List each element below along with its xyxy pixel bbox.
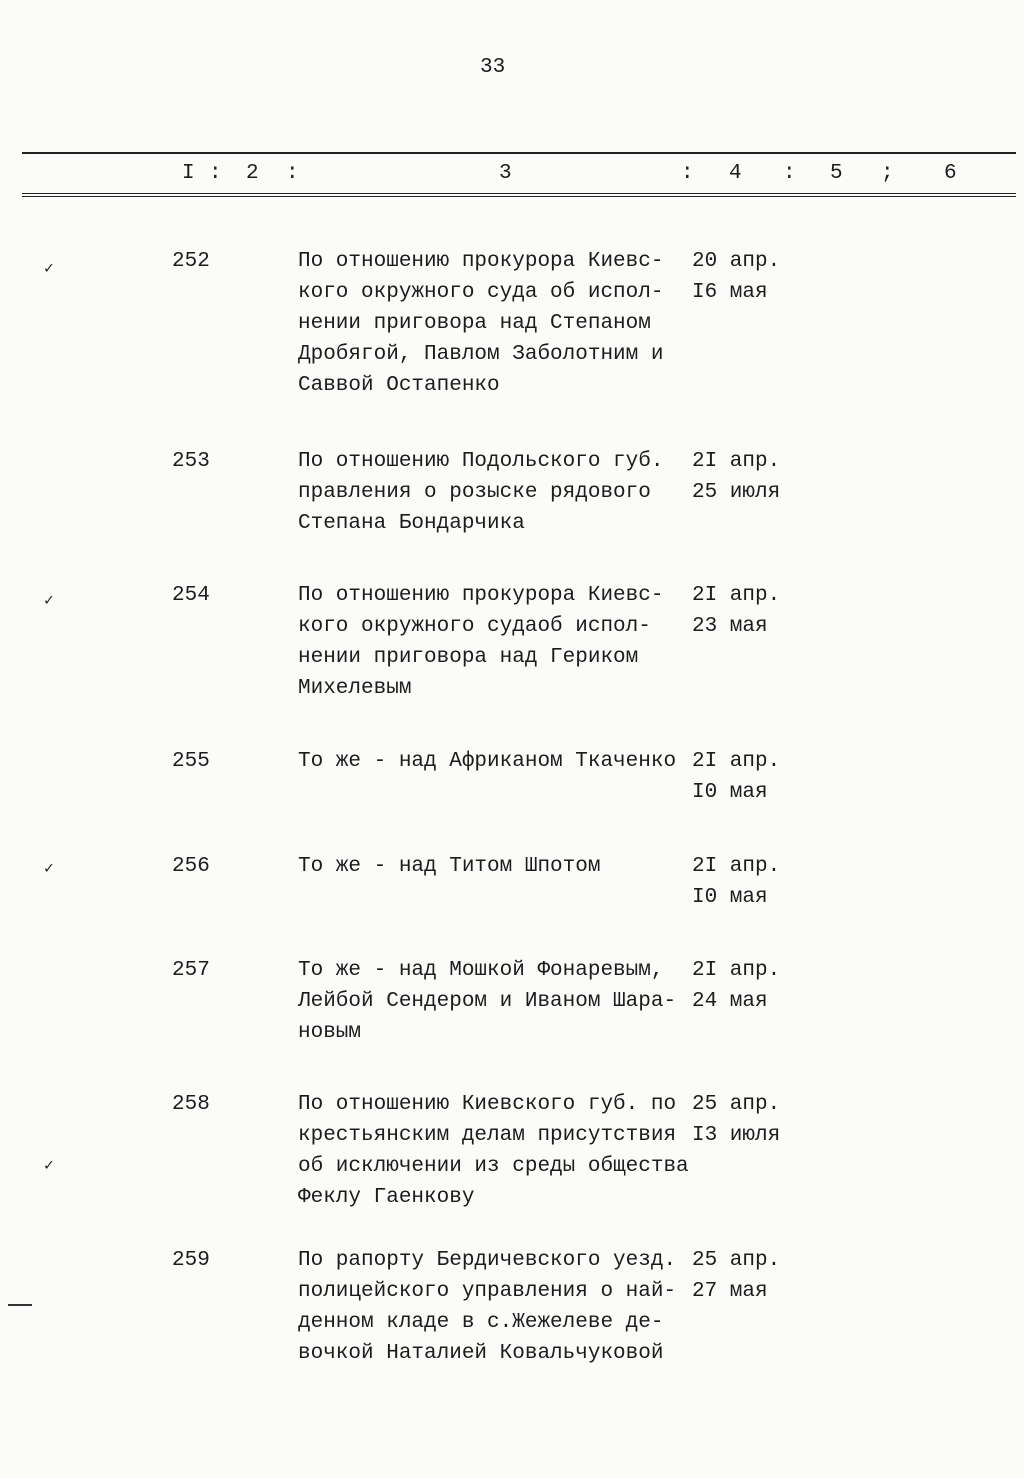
entry-number: 255: [172, 750, 210, 773]
start-date: 2I апр.: [692, 855, 781, 878]
header-top-rule: [22, 152, 1016, 154]
start-date: 20 апр.: [692, 250, 781, 273]
entry-dates: [692, 246, 780, 308]
margin-mark-icon: ✓: [44, 260, 54, 278]
description-line: То же - над Африканом Ткаченко: [298, 750, 677, 773]
end-date: I0 мая: [692, 886, 768, 909]
entry-number: 252: [172, 250, 210, 273]
start-date: 2I апр.: [692, 959, 781, 982]
description-line: об исключении из среды общества: [298, 1155, 689, 1178]
entry-number: 254: [172, 584, 210, 607]
end-date: 27 мая: [692, 1280, 768, 1303]
entry-dates: [692, 955, 780, 1017]
description-line: По отношению Подольского губ.: [298, 450, 664, 473]
header-bottom-rule: [22, 193, 1016, 194]
entry-number: 257: [172, 959, 210, 982]
description-line: кого окружного судаоб испол-: [298, 615, 651, 638]
col-1: I: [182, 162, 195, 185]
description-line: нении приговора над Степаном: [298, 312, 651, 335]
margin-dash: [8, 1304, 32, 1306]
col-sep: :: [209, 162, 222, 185]
description-line: Лейбой Сендером и Иваном Шара-: [298, 990, 677, 1013]
col-sep: :: [286, 162, 299, 185]
entry-dates: [692, 851, 780, 913]
header-bottom-rule-2: [22, 196, 1016, 197]
description-line: Феклу Гаенкову: [298, 1186, 475, 1209]
col-sep: ;: [881, 162, 894, 185]
end-date: I3 июля: [692, 1124, 781, 1147]
end-date: 25 июля: [692, 481, 781, 504]
description-line: По отношению Киевского губ. по: [298, 1093, 677, 1116]
end-date: 24 мая: [692, 990, 768, 1013]
page-number: 33: [480, 56, 506, 79]
description-line: То же - над Титом Шпотом: [298, 855, 601, 878]
col-5: 5: [830, 162, 843, 185]
margin-mark-icon: ✓: [44, 592, 54, 610]
end-date: I6 мая: [692, 281, 768, 304]
col-3: 3: [499, 162, 512, 185]
description-line: правления о розыске рядового: [298, 481, 651, 504]
entry-number: 259: [172, 1249, 210, 1272]
description-line: По отношению прокурора Киевс-: [298, 250, 664, 273]
description-line: То же - над Мошкой Фонаревым,: [298, 959, 664, 982]
start-date: 25 апр.: [692, 1093, 781, 1116]
entry-dates: [692, 746, 780, 808]
description-line: крестьянским делам присутствия: [298, 1124, 677, 1147]
end-date: 23 мая: [692, 615, 768, 638]
description-line: нении приговора над Гериком: [298, 646, 639, 669]
entry-dates: [692, 1089, 780, 1151]
start-date: 25 апр.: [692, 1249, 781, 1272]
start-date: 2I апр.: [692, 584, 781, 607]
entry-description: [298, 580, 663, 704]
entry-description: [298, 1245, 676, 1369]
entry-description: [298, 746, 676, 777]
entry-description: [298, 446, 663, 539]
description-line: вочкой Наталией Ковальчуковой: [298, 1342, 664, 1365]
description-line: Саввой Остапенко: [298, 374, 500, 397]
description-line: По рапорту Бердичевского уезд.: [298, 1249, 677, 1272]
description-line: кого окружного суда об испол-: [298, 281, 664, 304]
entry-description: [298, 851, 600, 882]
col-sep: :: [783, 162, 796, 185]
description-line: новым: [298, 1021, 362, 1044]
col-6: 6: [944, 162, 957, 185]
start-date: 2I апр.: [692, 750, 781, 773]
entry-description: [298, 246, 663, 401]
description-line: денном кладе в с.Жежелеве де-: [298, 1311, 664, 1334]
margin-mark-icon: ✓: [44, 1157, 54, 1175]
entry-number: 258: [172, 1093, 210, 1116]
entry-dates: [692, 446, 780, 508]
entry-description: [298, 955, 676, 1048]
entry-description: [298, 1089, 689, 1213]
entry-dates: [692, 580, 780, 642]
col-sep: :: [681, 162, 694, 185]
entry-number: 256: [172, 855, 210, 878]
entry-dates: [692, 1245, 780, 1307]
description-line: Михелевым: [298, 677, 412, 700]
end-date: I0 мая: [692, 781, 768, 804]
margin-mark-icon: ✓: [44, 860, 54, 878]
start-date: 2I апр.: [692, 450, 781, 473]
col-2: 2: [246, 162, 259, 185]
description-line: Степана Бондарчика: [298, 512, 525, 535]
col-4: 4: [729, 162, 742, 185]
description-line: По отношению прокурора Киевс-: [298, 584, 664, 607]
description-line: полицейского управления о най-: [298, 1280, 677, 1303]
entry-number: 253: [172, 450, 210, 473]
description-line: Дробягой, Павлом Заболотним и: [298, 343, 664, 366]
